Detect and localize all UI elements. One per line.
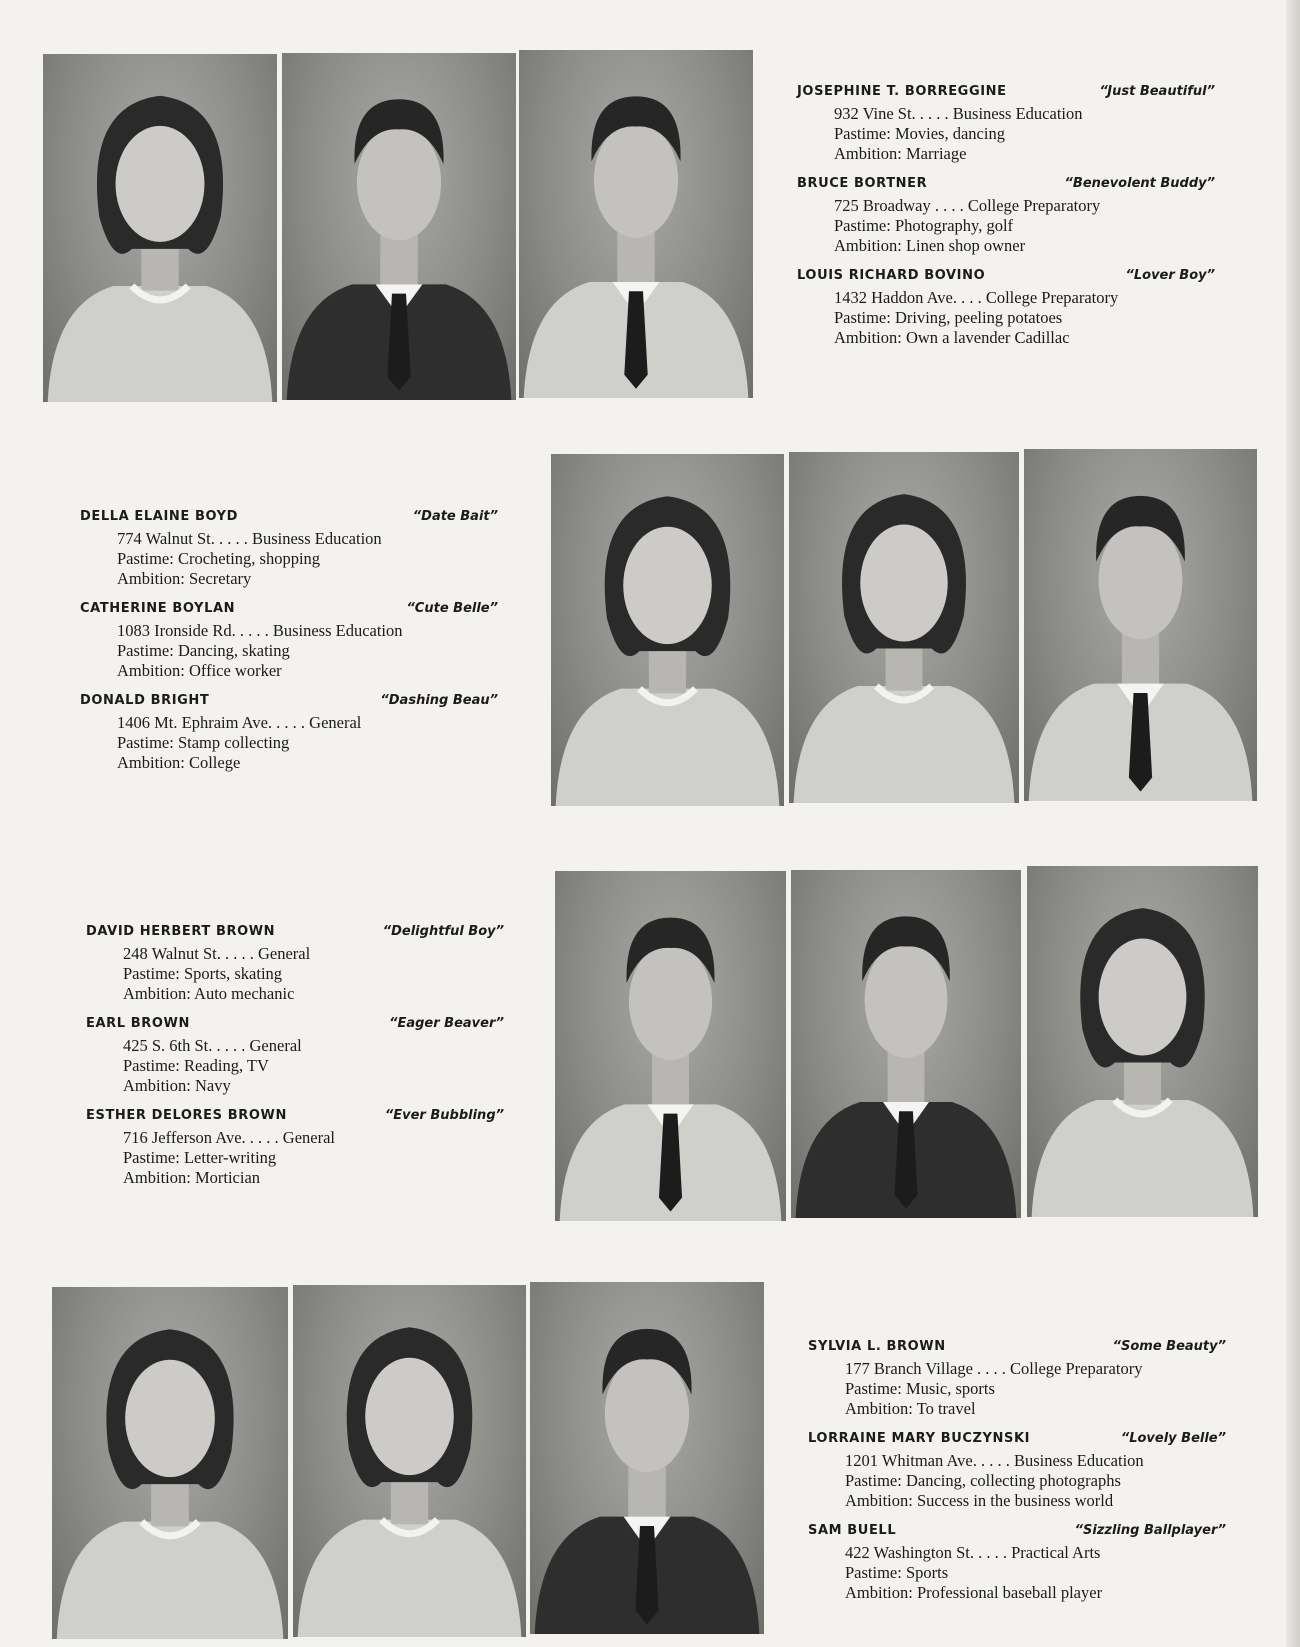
student-ambition: Ambition: Navy <box>123 1076 231 1095</box>
student-entry <box>797 84 1215 164</box>
student-name: EARL BROWN <box>86 1016 190 1031</box>
student-nickname: “Date Bait” <box>412 509 498 524</box>
student-name: DELLA ELAINE BOYD <box>80 509 239 524</box>
student-address-course: 1406 Mt. Ephraim Ave. . . . . General <box>117 713 362 732</box>
student-pastime: Pastime: Driving, peeling potatoes <box>834 308 1063 327</box>
portrait-josephine-borreggine <box>43 54 277 402</box>
student-address-course: 248 Walnut St. . . . . General <box>123 944 311 963</box>
student-name: DAVID HERBERT BROWN <box>86 924 276 939</box>
portrait-photo <box>1024 449 1257 801</box>
student-address-course: 725 Broadway . . . . College Preparatory <box>834 196 1101 215</box>
student-entry <box>808 1339 1226 1419</box>
student-entry <box>86 924 504 1004</box>
portrait-esther-brown <box>1027 866 1258 1217</box>
student-pastime: Pastime: Photography, golf <box>834 216 1014 235</box>
portrait-donald-bright <box>1024 449 1257 801</box>
student-address-course: 774 Walnut St. . . . . Business Education <box>117 529 382 548</box>
portrait-sylvia-brown <box>52 1287 288 1639</box>
student-ambition: Ambition: Marriage <box>834 144 967 163</box>
portrait-photo <box>519 50 753 398</box>
student-nickname: “Benevolent Buddy” <box>1064 176 1215 191</box>
student-ambition: Ambition: Mortician <box>123 1168 261 1187</box>
student-entry <box>797 268 1215 348</box>
student-ambition: Ambition: Success in the business world <box>845 1491 1114 1510</box>
student-name: LOUIS RICHARD BOVINO <box>797 268 986 283</box>
student-address-course: 932 Vine St. . . . . Business Education <box>834 104 1083 123</box>
portrait-photo <box>293 1285 526 1637</box>
student-pastime: Pastime: Movies, dancing <box>834 124 1005 143</box>
student-name: DONALD BRIGHT <box>80 693 210 708</box>
student-pastime: Pastime: Letter-writing <box>123 1148 277 1167</box>
student-ambition: Ambition: Professional baseball player <box>845 1583 1103 1602</box>
student-nickname: “Some Beauty” <box>1112 1339 1226 1354</box>
student-address-course: 177 Branch Village . . . . College Preparatory <box>845 1359 1143 1378</box>
student-pastime: Pastime: Crocheting, shopping <box>117 549 321 568</box>
student-address-course: 716 Jefferson Ave. . . . . General <box>123 1128 335 1147</box>
portrait-photo <box>551 454 784 806</box>
student-nickname: “Lover Boy” <box>1125 268 1215 283</box>
student-pastime: Pastime: Music, sports <box>845 1379 995 1398</box>
portrait-photo <box>789 452 1019 803</box>
student-ambition: Ambition: Linen shop owner <box>834 236 1026 255</box>
page-edge <box>1286 0 1300 1647</box>
student-pastime: Pastime: Dancing, collecting photographs <box>845 1471 1121 1490</box>
portrait-della-boyd <box>551 454 784 806</box>
student-address-course: 1432 Haddon Ave. . . . College Preparatory <box>834 288 1119 307</box>
student-name: SYLVIA L. BROWN <box>808 1339 946 1354</box>
portrait-photo <box>52 1287 288 1639</box>
portrait-david-brown <box>555 871 786 1221</box>
portrait-photo <box>43 54 277 402</box>
student-name: JOSEPHINE T. BORREGGINE <box>797 84 1007 99</box>
student-ambition: Ambition: College <box>117 753 241 772</box>
portrait-photo <box>282 53 516 400</box>
student-entry <box>808 1431 1226 1511</box>
portrait-photo <box>555 871 786 1221</box>
portrait-louis-bovino <box>519 50 753 398</box>
student-nickname: “Lovely Belle” <box>1120 1431 1226 1446</box>
student-ambition: Ambition: Office worker <box>117 661 282 680</box>
student-entry <box>80 693 498 773</box>
student-nickname: “Sizzling Ballplayer” <box>1074 1523 1226 1538</box>
student-name: ESTHER DELORES BROWN <box>86 1108 287 1123</box>
student-nickname: “Cute Belle” <box>406 601 498 616</box>
portrait-photo <box>791 870 1021 1218</box>
student-pastime: Pastime: Dancing, skating <box>117 641 290 660</box>
portrait-bruce-bortner <box>282 53 516 400</box>
student-entry <box>86 1016 504 1096</box>
student-nickname: “Dashing Beau” <box>380 693 498 708</box>
portrait-sam-buell <box>530 1282 764 1634</box>
student-nickname: “Delightful Boy” <box>382 924 504 939</box>
student-nickname: “Just Beautiful” <box>1099 84 1215 99</box>
student-ambition: Ambition: Own a lavender Cadillac <box>834 328 1070 347</box>
student-entry <box>86 1108 504 1188</box>
student-entry <box>808 1523 1226 1603</box>
student-ambition: Ambition: Secretary <box>117 569 252 588</box>
student-ambition: Ambition: Auto mechanic <box>123 984 295 1003</box>
student-nickname: “Ever Bubbling” <box>384 1108 504 1123</box>
student-pastime: Pastime: Stamp collecting <box>117 733 290 752</box>
student-name: SAM BUELL <box>808 1523 897 1538</box>
student-entry <box>797 176 1215 256</box>
student-ambition: Ambition: To travel <box>845 1399 976 1418</box>
student-address-course: 422 Washington St. . . . . Practical Arts <box>845 1543 1101 1562</box>
student-address-course: 1201 Whitman Ave. . . . . Business Education <box>845 1451 1144 1470</box>
student-entry <box>80 509 498 589</box>
student-address-course: 1083 Ironside Rd. . . . . Business Education <box>117 621 403 640</box>
portrait-photo <box>530 1282 764 1634</box>
student-address-course: 425 S. 6th St. . . . . General <box>123 1036 302 1055</box>
portrait-lorraine-buczynski <box>293 1285 526 1637</box>
student-name: CATHERINE BOYLAN <box>80 601 236 616</box>
student-pastime: Pastime: Sports, skating <box>123 964 283 983</box>
student-pastime: Pastime: Reading, TV <box>123 1056 269 1075</box>
portrait-catherine-boylan <box>789 452 1019 803</box>
student-name: LORRAINE MARY BUCZYNSKI <box>808 1431 1031 1446</box>
student-pastime: Pastime: Sports <box>845 1563 949 1582</box>
student-nickname: “Eager Beaver” <box>389 1016 504 1031</box>
portrait-earl-brown <box>791 870 1021 1218</box>
student-entry <box>80 601 498 681</box>
student-name: BRUCE BORTNER <box>797 176 928 191</box>
portrait-photo <box>1027 866 1258 1217</box>
